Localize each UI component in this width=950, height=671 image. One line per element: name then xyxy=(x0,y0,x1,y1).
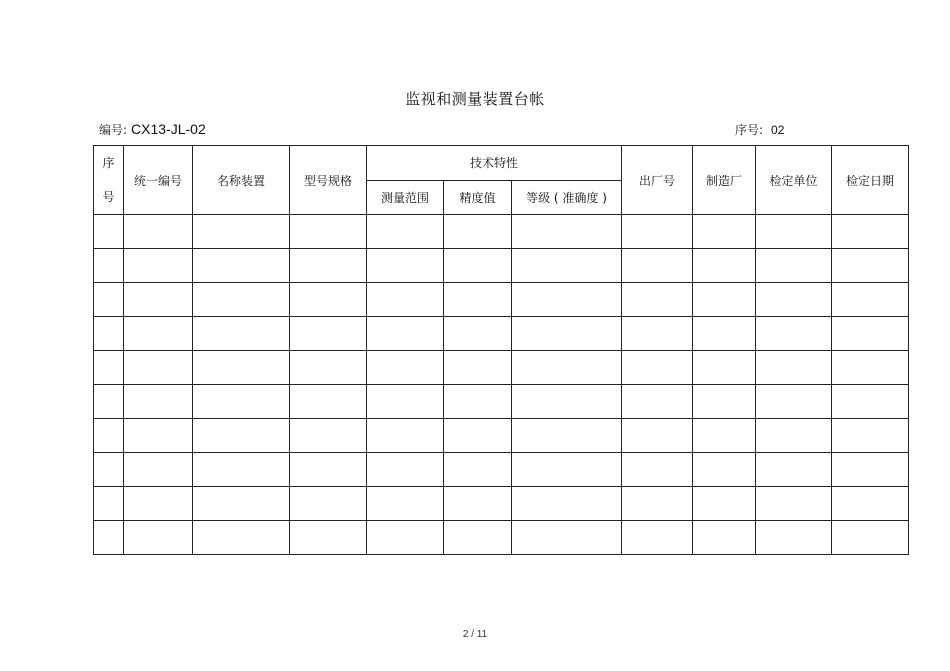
table-cell xyxy=(290,385,367,419)
doc-number-value: CX13-JL-02 xyxy=(131,121,206,137)
table-cell xyxy=(290,521,367,555)
table-cell xyxy=(756,351,832,385)
table-cell xyxy=(193,351,290,385)
table-cell xyxy=(124,521,193,555)
table-cell xyxy=(124,215,193,249)
table-cell xyxy=(94,283,124,317)
table-cell xyxy=(290,453,367,487)
table-cell xyxy=(193,249,290,283)
table-cell xyxy=(290,215,367,249)
header-factory-number: 出厂号 xyxy=(622,146,693,215)
header-manufacturer: 制造厂 xyxy=(693,146,756,215)
table-cell xyxy=(367,453,444,487)
doc-number-label: 编号: xyxy=(99,123,128,137)
table-cell xyxy=(512,419,622,453)
table-cell xyxy=(622,487,693,521)
table-cell xyxy=(512,453,622,487)
table-row xyxy=(94,419,909,453)
table-cell xyxy=(444,249,512,283)
table-row xyxy=(94,521,909,555)
table-cell xyxy=(832,385,909,419)
header-grade: 等级 ( 准确度 ) xyxy=(512,180,622,215)
table-body xyxy=(94,215,909,555)
table-cell xyxy=(367,249,444,283)
table-cell xyxy=(622,453,693,487)
table-cell xyxy=(193,215,290,249)
table-cell xyxy=(622,249,693,283)
table-cell xyxy=(756,249,832,283)
table-row xyxy=(94,487,909,521)
header-measurement-range: 测量范围 xyxy=(367,180,444,215)
table-cell xyxy=(832,351,909,385)
table-cell xyxy=(832,487,909,521)
table-cell xyxy=(512,521,622,555)
table-cell xyxy=(290,487,367,521)
header-seq-line1: 序 xyxy=(102,156,115,170)
table-cell xyxy=(832,453,909,487)
table-cell xyxy=(124,419,193,453)
table-cell xyxy=(622,419,693,453)
table-cell xyxy=(444,487,512,521)
table-cell xyxy=(124,351,193,385)
table-cell xyxy=(367,487,444,521)
table-cell xyxy=(693,283,756,317)
table-cell xyxy=(94,521,124,555)
table-cell xyxy=(193,487,290,521)
table-cell xyxy=(444,215,512,249)
table-cell xyxy=(756,453,832,487)
table-cell xyxy=(512,351,622,385)
table-cell xyxy=(193,283,290,317)
header-model-spec: 型号规格 xyxy=(290,146,367,215)
table-cell xyxy=(367,283,444,317)
table-cell xyxy=(693,487,756,521)
table-cell xyxy=(444,385,512,419)
table-row xyxy=(94,249,909,283)
table-cell xyxy=(193,419,290,453)
table-cell xyxy=(756,487,832,521)
table-cell xyxy=(193,453,290,487)
table-cell xyxy=(622,385,693,419)
header-precision: 精度值 xyxy=(444,180,512,215)
header-unified-number: 统一编号 xyxy=(124,146,193,215)
table-cell xyxy=(512,249,622,283)
table-cell xyxy=(832,283,909,317)
header-calibration-date: 检定日期 xyxy=(832,146,909,215)
table-cell xyxy=(124,249,193,283)
table-cell xyxy=(444,521,512,555)
table-cell xyxy=(693,249,756,283)
header-tech-characteristics: 技术特性 xyxy=(367,146,622,181)
table-cell xyxy=(832,419,909,453)
table-cell xyxy=(367,419,444,453)
page-title: 监视和测量装置台帐 xyxy=(405,90,545,108)
table-row xyxy=(94,385,909,419)
table-cell xyxy=(290,351,367,385)
table-row xyxy=(94,215,909,249)
table-cell xyxy=(124,385,193,419)
table-cell xyxy=(367,521,444,555)
table-cell xyxy=(290,283,367,317)
table-cell xyxy=(512,215,622,249)
table-cell xyxy=(367,215,444,249)
table-cell xyxy=(756,521,832,555)
table-cell xyxy=(693,215,756,249)
table-cell xyxy=(512,283,622,317)
table-cell xyxy=(124,283,193,317)
table-cell xyxy=(512,317,622,351)
table-cell xyxy=(444,317,512,351)
table-row xyxy=(94,453,909,487)
table-cell xyxy=(832,215,909,249)
table-cell xyxy=(193,521,290,555)
table-cell xyxy=(832,249,909,283)
table-cell xyxy=(693,419,756,453)
table-cell xyxy=(290,317,367,351)
table-cell xyxy=(94,317,124,351)
table-cell xyxy=(622,317,693,351)
table-cell xyxy=(94,419,124,453)
table-cell xyxy=(622,351,693,385)
table-cell xyxy=(193,385,290,419)
table-row xyxy=(94,351,909,385)
table-row xyxy=(94,317,909,351)
table-cell xyxy=(290,249,367,283)
table-cell xyxy=(756,317,832,351)
header-calibration-unit: 检定单位 xyxy=(756,146,832,215)
table-cell xyxy=(290,419,367,453)
table-cell xyxy=(756,283,832,317)
table-cell xyxy=(622,283,693,317)
table-cell xyxy=(444,453,512,487)
serial-value: 02 xyxy=(771,123,785,137)
table-cell xyxy=(94,385,124,419)
table-cell xyxy=(832,317,909,351)
table-cell xyxy=(193,317,290,351)
table-cell xyxy=(94,487,124,521)
table-cell xyxy=(756,385,832,419)
equipment-ledger-table xyxy=(93,145,909,555)
table-cell xyxy=(444,419,512,453)
table-cell xyxy=(124,487,193,521)
doc-number xyxy=(99,121,206,138)
table-cell xyxy=(756,419,832,453)
table-cell xyxy=(693,385,756,419)
table-cell xyxy=(444,351,512,385)
table-cell xyxy=(693,351,756,385)
table-cell xyxy=(622,521,693,555)
table-cell xyxy=(693,521,756,555)
table-cell xyxy=(367,351,444,385)
table-cell xyxy=(94,215,124,249)
table-cell xyxy=(622,215,693,249)
header-device-name: 名称装置 xyxy=(193,146,290,215)
table-cell xyxy=(124,317,193,351)
table-cell xyxy=(512,487,622,521)
table-cell xyxy=(367,385,444,419)
table-cell xyxy=(94,453,124,487)
table-cell xyxy=(444,283,512,317)
table-cell xyxy=(94,351,124,385)
table-cell xyxy=(512,385,622,419)
serial-label: 序号: xyxy=(735,123,764,137)
table-cell xyxy=(756,215,832,249)
table-cell xyxy=(367,317,444,351)
page-indicator: 2 / 11 xyxy=(462,629,488,640)
table-cell xyxy=(693,453,756,487)
table-row xyxy=(94,283,909,317)
header-seq xyxy=(94,146,124,215)
serial-number xyxy=(735,121,784,138)
header-seq-line2: 号 xyxy=(102,190,115,204)
table-cell xyxy=(94,249,124,283)
table-cell xyxy=(693,317,756,351)
table-cell xyxy=(124,453,193,487)
table-cell xyxy=(832,521,909,555)
